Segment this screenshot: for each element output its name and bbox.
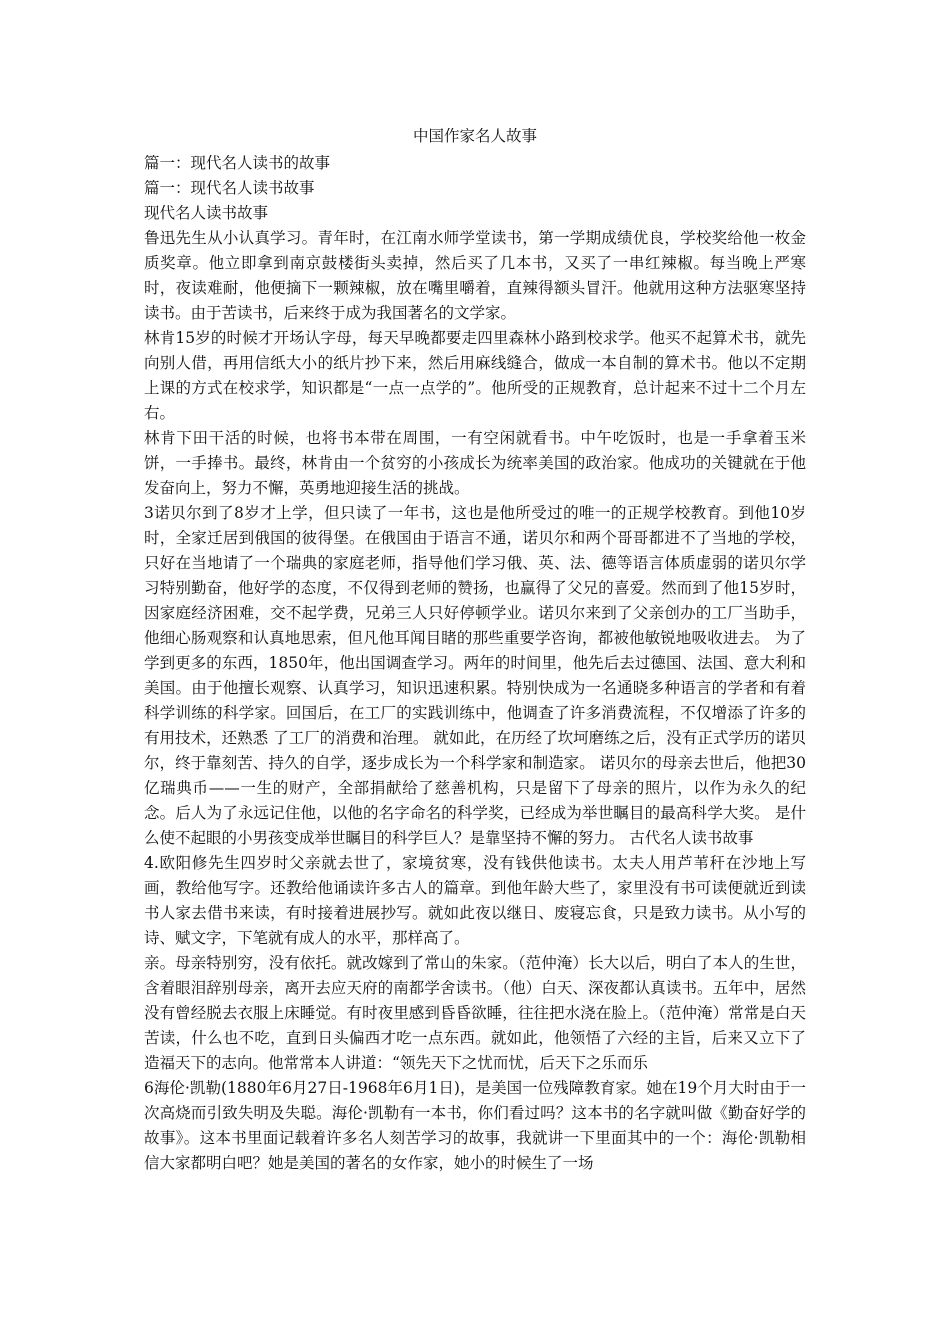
- section-heading-1: 篇一：现代名人读书的故事: [144, 154, 331, 172]
- paragraph-helen-keller: 6海伦·凯勒(1880年6月27日-1968年6月1日)，是美国一位残障教育家。她在19个月大时由于一次高烧而引致失明及失聪。海伦·凯勒有一本书，你们看过吗？这本书的名字就叫做《勤奋好学的故事》。这本书里面记载着许多名人刻苦学习的故事，我就讲一下里面其中的一个：海伦·凯勒相信大家都明白吧？她是美国的著名的女作家，她小的时候生了一场: [144, 1079, 806, 1172]
- paragraph-lincoln-1: 林肯15岁的时候才开场认字母，每天早晚都要走四里森林小路到校求学。他买不起算术书，就先向别人借，再用信纸大小的纸片抄下来，然后用麻线缝合，做成一本自制的算术书。他以不定期上课的方式在校求学，知识都是“一点一点学的”。他所受的正规教育，总计起来不过十二个月左右。: [144, 329, 806, 422]
- paragraph-nobel: 3诺贝尔到了8岁才上学，但只读了一年书，这也是他所受过的唯一的正规学校教育。到他10岁时，全家迁居到俄国的彼得堡。在俄国由于语言不通，诺贝尔和两个哥哥都进不了当地的学校，只好在当地请了一个瑞典的家庭老师，指导他们学习俄、英、法、德等语言体质虚弱的诺贝尔学习特别勤奋，他好学的态度，不仅得到老师的赞扬，也赢得了父兄的喜爱。然而到了他15岁时，因家庭经济困难，交不起学费，兄弟三人只好停顿学业。诺贝尔来到了父亲创办的工厂当助手，他细心肠观察和认真地思索，但凡他耳闻目睹的那些重要学咨询，都被他敏锐地吸收进去。 为了学到更多的东西，1850年，他出国调查学习。两年的时间里，他先后去过德国、法国、意大利和美国。由于他擅长观察、认真学习，知识迅速积累。特别快成为一名通晓多种语言的学者和有着科学训练的科学家。回国后，在工厂的实践训练中，他调查了许多消费流程，不仅增添了许多的有用技术，还熟悉 了工厂的消费和治理。 就如此，在历经了坎坷磨练之后，没有正式学历的诺贝尔，终于靠刻苦、持久的自学，逐步成长为一个科学家和制造家。 诺贝尔的母亲去世后，他把30亿瑞典币——一生的财产，全部捐献给了慈善机构，只是留下了母亲的照片，以作为永久的纪念。后人为了永远记住他，以他的名字命名的科学奖，已经成为举世瞩目的最高科学大奖。 是什么使不起眼的小男孩变成举世瞩目的科学巨人？是靠坚持不懈的努力。 古代名人读书故事: [144, 504, 806, 847]
- paragraph-luxun: 鲁迅先生从小认真学习。青年时，在江南水师学堂读书，第一学期成绩优良，学校奖给他一枚金质奖章。他立即拿到南京鼓楼街头卖掉，然后买了几本书，又买了一串红辣椒。每当晚上严寒时，夜读难耐，他便摘下一颗辣椒，放在嘴里嚼着，直辣得额头冒汗。他就用这种方法驱寒坚持读书。由于苦读书，后来终于成为我国著名的文学家。: [144, 229, 806, 322]
- document-title: 中国作家名人故事: [412, 127, 537, 145]
- section-heading-2: 篇一：现代名人读书故事: [144, 179, 315, 197]
- paragraph-ouyangxiu: 4.欧阳修先生四岁时父亲就去世了，家境贫寒，没有钱供他读书。太夫人用芦苇秆在沙地上写画，教给他写字。还教给他诵读许多古人的篇章。到他年龄大些了，家里没有书可读便就近到读书人家去借书来读，有时接着进展抄写。就如此夜以继日、废寝忘食，只是致力读书。从小写的诗、赋文字，下笔就有成人的水平，那样高了。: [144, 854, 806, 947]
- paragraph-lincoln-2: 林肯下田干活的时候，也将书本带在周围，一有空闲就看书。中午吃饭时，也是一手拿着玉米饼，一手捧书。最终，林肯由一个贫穷的小孩成长为统率美国的政治家。他成功的关键就在于他发奋向上，努力不懈，英勇地迎接生活的挑战。: [144, 429, 806, 497]
- document-page: [144, 124, 806, 1176]
- section-heading-3: 现代名人读书故事: [144, 204, 269, 222]
- paragraph-fanzhongyan: 亲。母亲特别穷，没有依托。就改嫁到了常山的朱家。（范仲淹）长大以后，明白了本人的生世，含着眼泪辞别母亲，离开去应天府的南都学舍读书。（他）白天、深夜都认真读书。五年中，居然没有曾经脱去衣服上床睡觉。有时夜里感到昏昏欲睡，往往把水浇在脸上。（范仲淹）常常是白天苦读，什么也不吃，直到日头偏西才吃一点东西。就如此，他领悟了六经的主旨，后来又立下了造福天下的志向。他常常本人讲道：“领先天下之忧而忧，后天下之乐而乐: [144, 954, 806, 1072]
